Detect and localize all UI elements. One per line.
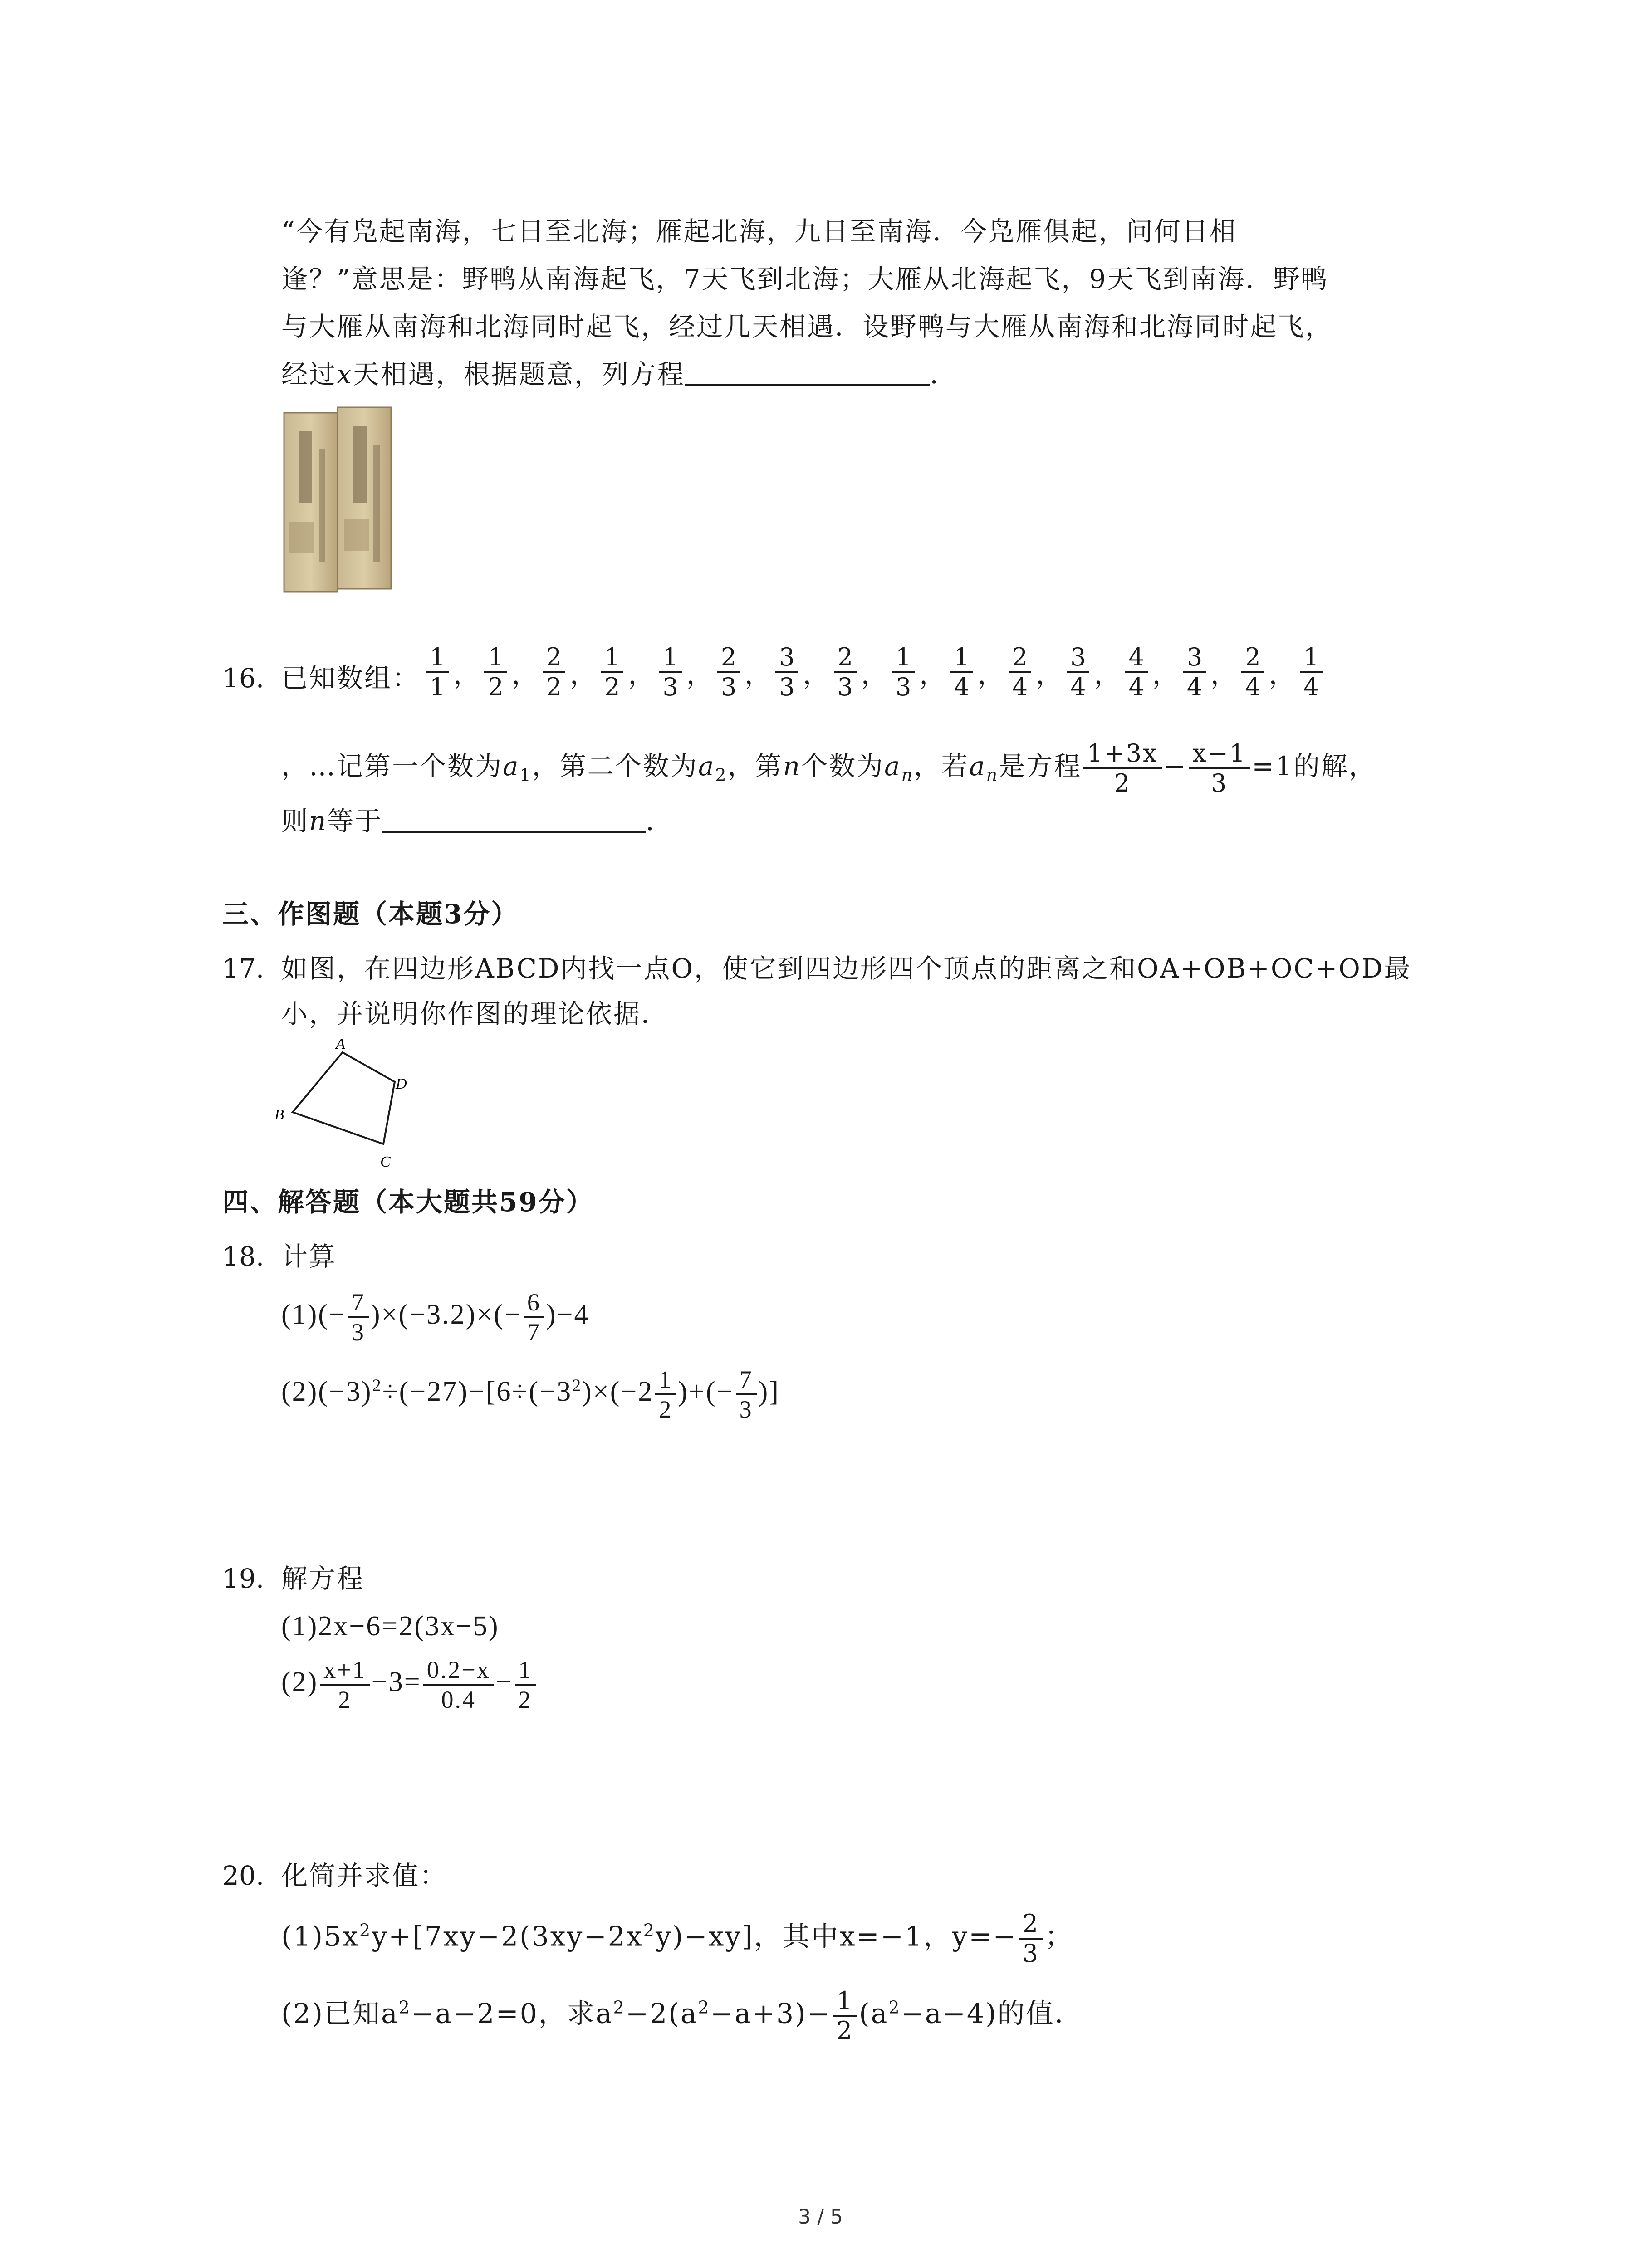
sequence-fraction: $\frac{3}{4}$	[1183, 643, 1206, 701]
sequence-separator: ，	[1094, 659, 1121, 690]
q17-number: 17.	[222, 953, 265, 984]
q18-part1: (1)(− $\frac{7}{3}$ )×(−3.2)×(− $\frac{6}{7}$ )−4	[281, 1289, 590, 1346]
sequence-separator: ，	[453, 659, 480, 690]
quadrilateral-figure	[272, 1039, 408, 1170]
sequence-fraction: $\frac{1}{4}$	[1300, 643, 1323, 701]
eq-fraction-1: $\frac{1+3x}{2}$	[1083, 739, 1161, 797]
label-D: D	[396, 1075, 407, 1092]
sequence-fraction: $\frac{1}{3}$	[892, 643, 915, 701]
sequence-separator: ，	[803, 659, 829, 690]
q18-number: 18.	[222, 1241, 265, 1272]
q19-part1: (1)2x−6=2(3x−5)	[281, 1611, 500, 1642]
q18-title: 计算	[281, 1241, 337, 1272]
sequence-separator: ，	[511, 659, 538, 690]
q19-part2: (2) $\frac{x+1}{2}$ −3= $\frac{0.2-x}{0.4}$ − $\frac{1}{2}$	[281, 1656, 538, 1714]
q19-number: 19.	[222, 1563, 265, 1594]
q16-number: 16.	[222, 663, 265, 694]
q15-line4: 经过x天相遇，根据题意，列方程 ．	[281, 359, 958, 390]
q17-line1: 如图，在四边形ABCD内找一点O，使它到四边形四个顶点的距离之和OA+OB+OC+OD最	[281, 953, 1412, 984]
sequence-separator: ，	[745, 659, 771, 690]
q19-title: 解方程	[281, 1563, 365, 1594]
book-image	[280, 404, 394, 594]
sequence-separator: ，	[686, 659, 713, 690]
label-B: B	[274, 1106, 284, 1123]
sequence-separator: ，	[570, 659, 597, 690]
sequence-separator: ，	[1036, 659, 1063, 690]
sequence-fraction: $\frac{2}{2}$	[543, 643, 565, 701]
sequence-fraction: $\frac{1}{4}$	[950, 643, 973, 701]
sequence-separator: ，	[628, 659, 655, 690]
sequence-fraction: $\frac{3}{4}$	[1067, 643, 1089, 701]
sequence-separator: ，	[977, 659, 1004, 690]
sequence-fraction: $\frac{1}{2}$	[601, 643, 623, 701]
sequence-separator: ，	[919, 659, 946, 690]
eq-fraction-2: $\frac{x-1}{3}$	[1189, 739, 1250, 797]
answer-blank[interactable]	[382, 806, 646, 833]
answer-blank[interactable]	[685, 359, 930, 386]
q15-line2: 逢？”意思是：野鸭从南海起飞，7天飞到北海；大雁从北海起飞，9天飞到南海．野鸭	[281, 264, 1329, 294]
q16-fraction-list	[424, 643, 1324, 701]
q18-part2: $(2)(-3)^2\div(-27)-[6\div(-3^2)\times(-2$ $\frac{1}{2}$ )+(− $\frac{7}{3}$ )]	[281, 1366, 780, 1423]
sequence-separator: ，	[1269, 659, 1295, 690]
q16-line3: 则n等于 ．	[281, 806, 674, 836]
label-C: C	[380, 1154, 391, 1170]
sequence-fraction: $\frac{3}{3}$	[775, 643, 798, 701]
section-4-heading: 四、解答题（本大题共59分）	[222, 1187, 594, 1217]
q16-line2: ，…记第一个数为$a_1$，第二个数为$a_2$，第n个数为$a_n$，若$a_n$是方程 $\frac{1+3x}{2}$ − $\frac{x-1}{3}$ =1的解，	[281, 739, 1376, 797]
sequence-fraction: $\frac{1}{2}$	[484, 643, 507, 701]
sequence-separator: ，	[1210, 659, 1237, 690]
sequence-fraction: $\frac{1}{3}$	[659, 643, 682, 701]
q20-part1: $(1)5x^2y+[7xy-2(3xy-2x^2y)-xy]$，其中x=−1，y=− $\frac{2}{3}$ ；	[281, 1909, 1074, 1968]
q20-part2: (2)已知$a^2-a-2=0$，求$a^2-2(a^2-a+3)-$ $\frac{1}{2}$ $(a^2-a-4)$的值．	[281, 1986, 1083, 2045]
sequence-separator: ，	[861, 659, 887, 690]
q16-prefix: 已知数组：	[281, 663, 420, 694]
sequence-fraction: $\frac{2}{3}$	[834, 643, 857, 701]
label-A: A	[336, 1039, 345, 1052]
sequence-fraction: $\frac{2}{4}$	[1241, 643, 1264, 701]
sequence-fraction: $\frac{2}{3}$	[717, 643, 740, 701]
sequence-fraction: $\frac{2}{4}$	[1009, 643, 1031, 701]
page-number: 3 / 5	[798, 2205, 843, 2229]
sequence-fraction: $\frac{1}{1}$	[426, 643, 449, 701]
q20-title: 化简并求值：	[281, 1860, 448, 1891]
q15-line1: “今有凫起南海，七日至北海；雁起北海，九日至南海．今凫雁俱起，问何日相	[281, 216, 1237, 247]
section-3-heading: 三、作图题（本题3分）	[222, 899, 519, 929]
q15-line3: 与大雁从南海和北海同时起飞，经过几天相遇．设野鸭与大雁从南海和北海同时起飞，	[281, 311, 1333, 342]
q17-line2: 小，并说明你作图的理论依据．	[281, 998, 669, 1029]
q20-number: 20.	[222, 1860, 265, 1891]
sequence-separator: ，	[1152, 659, 1179, 690]
sequence-fraction: $\frac{4}{4}$	[1125, 643, 1148, 701]
